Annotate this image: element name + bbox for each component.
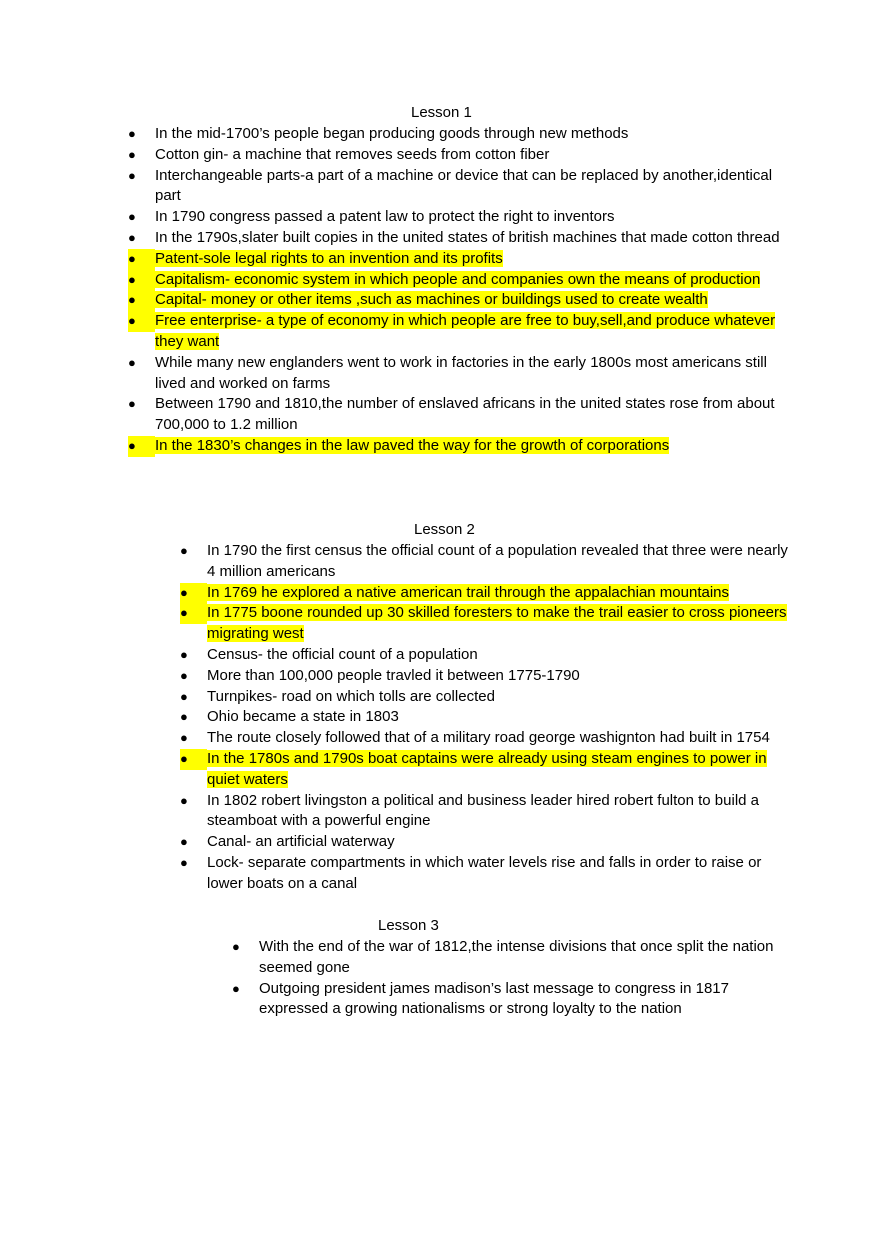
bullet-text: In 1769 he explored a native american trail through the appalachian mountains [207,583,730,601]
bullet-dot-icon: ● [128,126,136,141]
bullet-item [232,937,777,979]
bullet-dot-icon: ● [180,583,207,604]
bullet-text: Lock- separate compartments in which water levels rise and falls in order to raise or lower boats on a canal [207,853,762,892]
bullet-text: With the end of the war of 1812,the intense divisions that once split the nation seemed gone [259,938,774,976]
lesson-3-heading: Lesson 3 [378,917,439,934]
highlighted-bullet-item [180,749,790,791]
bullet-text: In 1775 boone rounded up 30 skilled foresters to make the trail easier to cross pioneers migrating west [207,604,787,643]
bullet-text: Ohio became a state in 1803 [207,708,399,726]
bullet-text: Free enterprise- a type of economy in which people are free to buy,sell,and produce whatever they want [155,312,776,350]
bullet-item [128,124,788,145]
highlighted-bullet-item [128,290,788,311]
lesson-1-notes [128,124,788,457]
bullet-dot-icon: ● [180,730,188,746]
bullet-dot-icon: ● [232,939,240,954]
bullet-dot-icon: ● [128,146,136,162]
bullet-item [180,687,790,708]
bullet-text: In 1802 robert livingston a political and business leader hired robert fulton to build a steamboat with a powerful engine [207,791,760,830]
bullet-dot-icon: ● [180,834,188,850]
bullet-item [128,353,788,395]
bullet-text: In the 1830’s changes in the law paved the way for the growth of corporations [155,436,670,454]
bullet-item [180,791,790,833]
bullet-dot-icon: ● [128,396,136,412]
bullet-dot-icon: ● [180,709,188,725]
highlighted-bullet-item [128,311,788,353]
lesson-2-notes [180,541,790,895]
bullet-text: In the mid-1700’s people began producing goods through new methods [155,125,629,142]
bullet-text: Cotton gin- a machine that removes seeds from cotton fiber [155,145,550,163]
bullet-item [128,207,788,228]
bullet-dot-icon: ● [180,688,188,704]
bullet-dot-icon: ● [128,249,155,270]
bullet-dot-icon: ● [180,667,188,683]
bullet-dot-icon: ● [128,229,136,245]
bullet-text: Capitalism- economic system in which people and companies own the means of production [155,270,761,288]
bullet-item [128,166,788,208]
bullet-dot-icon: ● [180,603,207,624]
bullet-text: Turnpikes- road on which tolls are collected [207,687,495,705]
bullet-item [180,832,790,853]
bullet-text: In 1790 the first census the official count of a population revealed that three were nearly 4 million americans [207,542,788,580]
highlighted-bullet-item [128,270,788,291]
bullet-dot-icon: ● [128,436,155,457]
lesson-3-notes [232,937,777,1020]
bullet-dot-icon: ● [180,854,188,870]
highlighted-bullet-item [180,583,790,604]
bullet-text: In the 1780s and 1790s boat captains were already using steam engines to power in quiet waters [207,749,767,788]
bullet-text: Between 1790 and 1810,the number of enslaved africans in the united states rose from about 700,000 to 1.2 million [155,395,775,434]
bullet-item [232,979,777,1021]
bullet-item [180,853,790,895]
highlighted-bullet-item [128,436,788,457]
bullet-item [128,394,788,436]
bullet-text: In the 1790s,slater built copies in the united states of british machines that made cotton thread [155,228,780,246]
bullet-text: Patent-sole legal rights to an invention and its profits [155,249,503,267]
bullet-text: While many new englanders went to work in factories in the early 1800s most americans still lived and worked on farms [155,353,767,392]
bullet-text: The route closely followed that of a military road george washignton had built in 1754 [207,729,770,747]
highlighted-bullet-item [128,249,788,270]
bullet-text: Canal- an artificial waterway [207,833,395,851]
bullet-dot-icon: ● [128,270,155,291]
lesson-2-heading: Lesson 2 [414,521,475,538]
bullet-text: More than 100,000 people travled it between 1775-1790 [207,666,580,684]
bullet-dot-icon: ● [180,749,207,770]
bullet-item [180,541,790,583]
bullet-item [128,228,788,249]
highlighted-bullet-item [180,603,790,645]
bullet-dot-icon: ● [128,167,136,183]
bullet-item [180,728,790,749]
bullet-text: Interchangeable parts-a part of a machine or device that can be replaced by another,identical part [155,166,773,205]
bullet-item [180,666,790,687]
bullet-text: Census- the official count of a population [207,645,478,663]
bullet-dot-icon: ● [128,311,155,332]
bullet-dot-icon: ● [128,354,136,370]
bullet-item [180,707,790,728]
bullet-dot-icon: ● [128,209,136,225]
bullet-text: Outgoing president james madison’s last message to congress in 1817 expressed a growing nationalisms or strong loyalty to the nation [259,979,729,1018]
bullet-dot-icon: ● [180,543,188,558]
bullet-dot-icon: ● [180,646,188,662]
lesson-1-heading: Lesson 1 [411,104,472,121]
bullet-text: Capital- money or other items ,such as machines or buildings used to create wealth [155,291,708,309]
bullet-dot-icon: ● [232,980,240,996]
bullet-dot-icon: ● [180,792,188,808]
bullet-item [180,645,790,666]
bullet-text: In 1790 congress passed a patent law to protect the right to inventors [155,208,615,226]
bullet-item [128,145,788,166]
bullet-dot-icon: ● [128,290,155,311]
